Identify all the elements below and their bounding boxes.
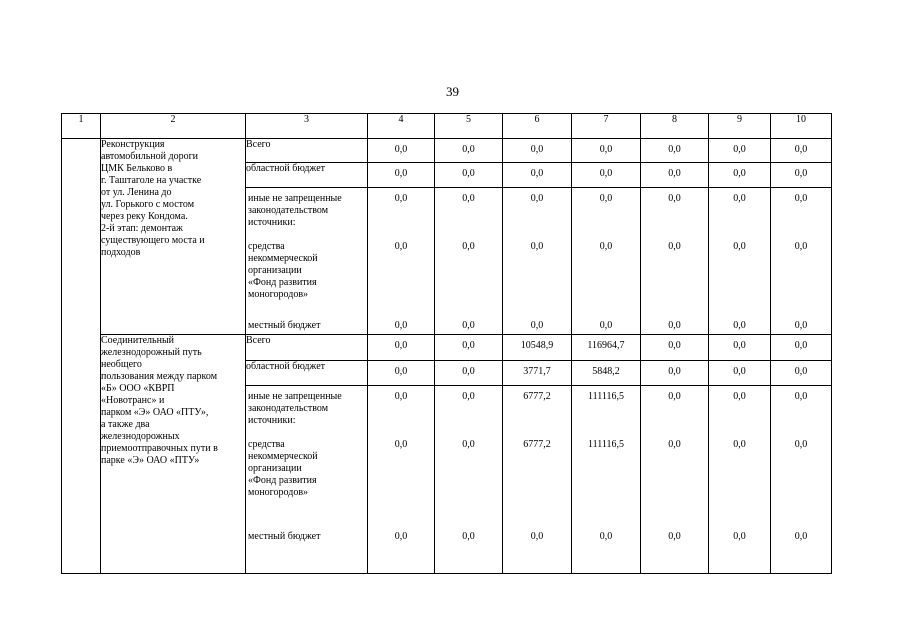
source-line: иные не запрещенные: [248, 193, 342, 204]
nonprofit-source-label: [248, 439, 318, 499]
source-line: источники:: [248, 415, 296, 426]
source-line: средства: [248, 241, 285, 252]
project-name-line: железнодорожный путь: [101, 347, 202, 358]
value: 0,0: [394, 391, 408, 402]
value: 0,0: [599, 193, 613, 204]
value-cell: [435, 139, 503, 163]
value: 0,0: [394, 366, 408, 377]
header-cell: 5: [435, 114, 503, 139]
value: 0,0: [668, 439, 681, 450]
value-cell: [709, 188, 771, 335]
value: 0,0: [794, 193, 808, 204]
project-name-line: ул. Горького с мостом: [101, 199, 195, 210]
header-cell: 9: [709, 114, 771, 139]
value: 0,0: [394, 531, 408, 542]
value: 3771,7: [523, 366, 551, 377]
value-cell: [641, 139, 709, 163]
value: 0,0: [733, 531, 746, 542]
header-row: [62, 114, 832, 139]
value: 0,0: [462, 531, 475, 542]
value-cell: [572, 163, 641, 188]
value-cell: [572, 188, 641, 335]
value: 0,0: [530, 144, 544, 155]
value-cell: [435, 361, 503, 386]
value: 0,0: [599, 531, 613, 542]
value-cell: [709, 335, 771, 361]
value: 0,0: [794, 439, 808, 450]
value-cell: [503, 188, 572, 335]
value: 0,0: [394, 241, 408, 252]
source-line: моногородов»: [248, 289, 309, 300]
local-budget-label: [248, 531, 320, 543]
value-cell: [771, 335, 832, 361]
project-name-line: г. Таштаголе на участке: [101, 175, 202, 186]
value: 0,0: [599, 168, 613, 179]
value-cell: [368, 139, 435, 163]
project-name-cell: [101, 335, 246, 574]
project-name-line: пользования между парком: [101, 371, 218, 382]
header-cell: 6: [503, 114, 572, 139]
funding-source-cell: Всего: [246, 139, 368, 163]
value: 0,0: [462, 320, 475, 331]
value: 6777,2: [523, 391, 551, 402]
table-row: [62, 335, 832, 361]
source-line: некоммерческой: [248, 253, 318, 264]
value: 0,0: [794, 320, 808, 331]
value: 111116,5: [587, 439, 624, 450]
source-line: организации: [248, 265, 302, 276]
value: 0,0: [462, 439, 475, 450]
value-cell: [435, 188, 503, 335]
value: 5848,2: [592, 366, 620, 377]
project-name-line: железнодорожных: [101, 431, 180, 442]
header-cell: 1: [62, 114, 101, 139]
value: 0,0: [668, 531, 681, 542]
nonprofit-source-label: [248, 241, 318, 301]
value: 0,0: [530, 241, 544, 252]
value-cell: [641, 361, 709, 386]
value: 0,0: [394, 320, 408, 331]
value: 0,0: [394, 439, 408, 450]
source-line: местный бюджет: [248, 320, 321, 331]
source-line: некоммерческой: [248, 451, 318, 462]
value-cell: [641, 386, 709, 574]
source-line: средства: [248, 439, 285, 450]
source-line: местный бюджет: [248, 531, 321, 542]
value: 0,0: [462, 366, 475, 377]
project-name-line: через реку Кондома.: [101, 211, 188, 222]
value: 0,0: [794, 391, 808, 402]
value: 0,0: [462, 340, 475, 351]
source-line: законодательством: [248, 403, 329, 414]
source-line: иные не запрещенные: [248, 391, 342, 402]
page-number: 39: [446, 84, 459, 99]
project-name-line: парке «Э» ОАО «ПТУ»: [101, 455, 200, 466]
value: 0,0: [599, 144, 613, 155]
value-cell: [771, 361, 832, 386]
value: 0,0: [794, 366, 808, 377]
value-cell: [368, 361, 435, 386]
value: 0,0: [394, 193, 408, 204]
funding-source-cell: Всего: [246, 335, 368, 361]
value: 0,0: [530, 168, 544, 179]
value-cell: [503, 335, 572, 361]
value-cell: [709, 139, 771, 163]
other-sources-label: [248, 391, 342, 427]
value-cell: [572, 335, 641, 361]
project-name-line: парком «Э» ОАО «ПТУ»,: [101, 407, 209, 418]
value: 0,0: [668, 144, 681, 155]
value: 0,0: [530, 193, 544, 204]
project-name-line: а также два: [101, 419, 150, 430]
value: 0,0: [668, 366, 681, 377]
value-cell: [435, 163, 503, 188]
value: 0,0: [668, 391, 681, 402]
value-cell: [368, 335, 435, 361]
value-cell: [368, 188, 435, 335]
value-cell: [709, 163, 771, 188]
value-cell: [435, 335, 503, 361]
value: 0,0: [394, 144, 408, 155]
project-name-line: ЦМК Бельково в: [101, 163, 173, 174]
value: 0,0: [394, 340, 408, 351]
project-name-line: от ул. Ленина до: [101, 187, 172, 198]
value: 0,0: [733, 391, 746, 402]
value: 0,0: [668, 340, 681, 351]
value: 111116,5: [587, 391, 624, 402]
source-line: моногородов»: [248, 487, 309, 498]
value-cell: [771, 386, 832, 574]
funding-source-cell: областной бюджет: [246, 163, 368, 188]
value: 0,0: [794, 168, 808, 179]
project-name-line: Реконструкция: [101, 139, 165, 150]
value: 0,0: [794, 144, 808, 155]
value: 116964,7: [587, 340, 625, 351]
value-cell: [771, 188, 832, 335]
value: 0,0: [462, 241, 475, 252]
project-name-cell: [101, 139, 246, 335]
project-name-line: подходов: [101, 247, 141, 258]
funding-source-cell: [246, 188, 368, 335]
value-cell: [709, 361, 771, 386]
local-budget-label: [248, 320, 320, 332]
source-line: «Фонд развития: [248, 475, 317, 486]
value: 0,0: [733, 320, 746, 331]
value-cell: [503, 139, 572, 163]
source-line: организации: [248, 463, 302, 474]
project-name-line: приемоотправочных пути в: [101, 443, 218, 454]
value-cell: [641, 188, 709, 335]
value-cell: [572, 386, 641, 574]
funding-table: [61, 113, 832, 574]
value: 0,0: [733, 340, 746, 351]
header-cell: 10: [771, 114, 832, 139]
value: 0,0: [733, 439, 746, 450]
header-cell: 3: [246, 114, 368, 139]
value-cell: [709, 386, 771, 574]
value: 0,0: [733, 366, 746, 377]
value: 0,0: [794, 340, 808, 351]
value: 0,0: [733, 241, 746, 252]
value: 0,0: [794, 241, 808, 252]
source-line: источники:: [248, 217, 296, 228]
project-name-line: «Новотранс» и: [101, 395, 165, 406]
project-name-line: «Б» ООО «КВРП: [101, 383, 175, 394]
value: 0,0: [599, 241, 613, 252]
value-cell: [641, 335, 709, 361]
value-cell: [641, 163, 709, 188]
value: 10548,9: [520, 340, 554, 351]
value-cell: [771, 139, 832, 163]
value: 0,0: [462, 168, 475, 179]
value: 0,0: [668, 241, 681, 252]
header-cell: 8: [641, 114, 709, 139]
value: 0,0: [599, 320, 613, 331]
header-cell: 2: [101, 114, 246, 139]
project-name-line: 2-й этап: демонтаж: [101, 223, 183, 234]
table-row: [62, 139, 832, 163]
value: 0,0: [733, 144, 746, 155]
value: 0,0: [462, 144, 475, 155]
header-cell: 4: [368, 114, 435, 139]
source-line: «Фонд развития: [248, 277, 317, 288]
table-body: [62, 139, 832, 574]
funding-source-cell: [246, 386, 368, 574]
project-name-line: необщего: [101, 359, 142, 370]
value: 0,0: [530, 531, 544, 542]
project-name-line: Соединительный: [101, 335, 175, 346]
value: 0,0: [668, 320, 681, 331]
source-line: законодательством: [248, 205, 329, 216]
value: 0,0: [733, 193, 746, 204]
number-cell: [62, 139, 101, 574]
value-cell: [368, 386, 435, 574]
project-name-line: существующего моста и: [101, 235, 205, 246]
value: 0,0: [668, 168, 681, 179]
value: 6777,2: [523, 439, 551, 450]
funding-source-cell: областной бюджет: [246, 361, 368, 386]
value-cell: [771, 163, 832, 188]
value: 0,0: [394, 168, 408, 179]
other-sources-label: [248, 193, 342, 229]
header-cell: 7: [572, 114, 641, 139]
value-cell: [503, 361, 572, 386]
value: 0,0: [530, 320, 544, 331]
value-cell: [368, 163, 435, 188]
value-cell: [572, 361, 641, 386]
value-cell: [572, 139, 641, 163]
value: 0,0: [733, 168, 746, 179]
project-name-line: автомобильной дороги: [101, 151, 199, 162]
value-cell: [503, 386, 572, 574]
value-cell: [503, 163, 572, 188]
value-cell: [435, 386, 503, 574]
value: 0,0: [794, 531, 808, 542]
value: 0,0: [668, 193, 681, 204]
value: 0,0: [462, 193, 475, 204]
value: 0,0: [462, 391, 475, 402]
